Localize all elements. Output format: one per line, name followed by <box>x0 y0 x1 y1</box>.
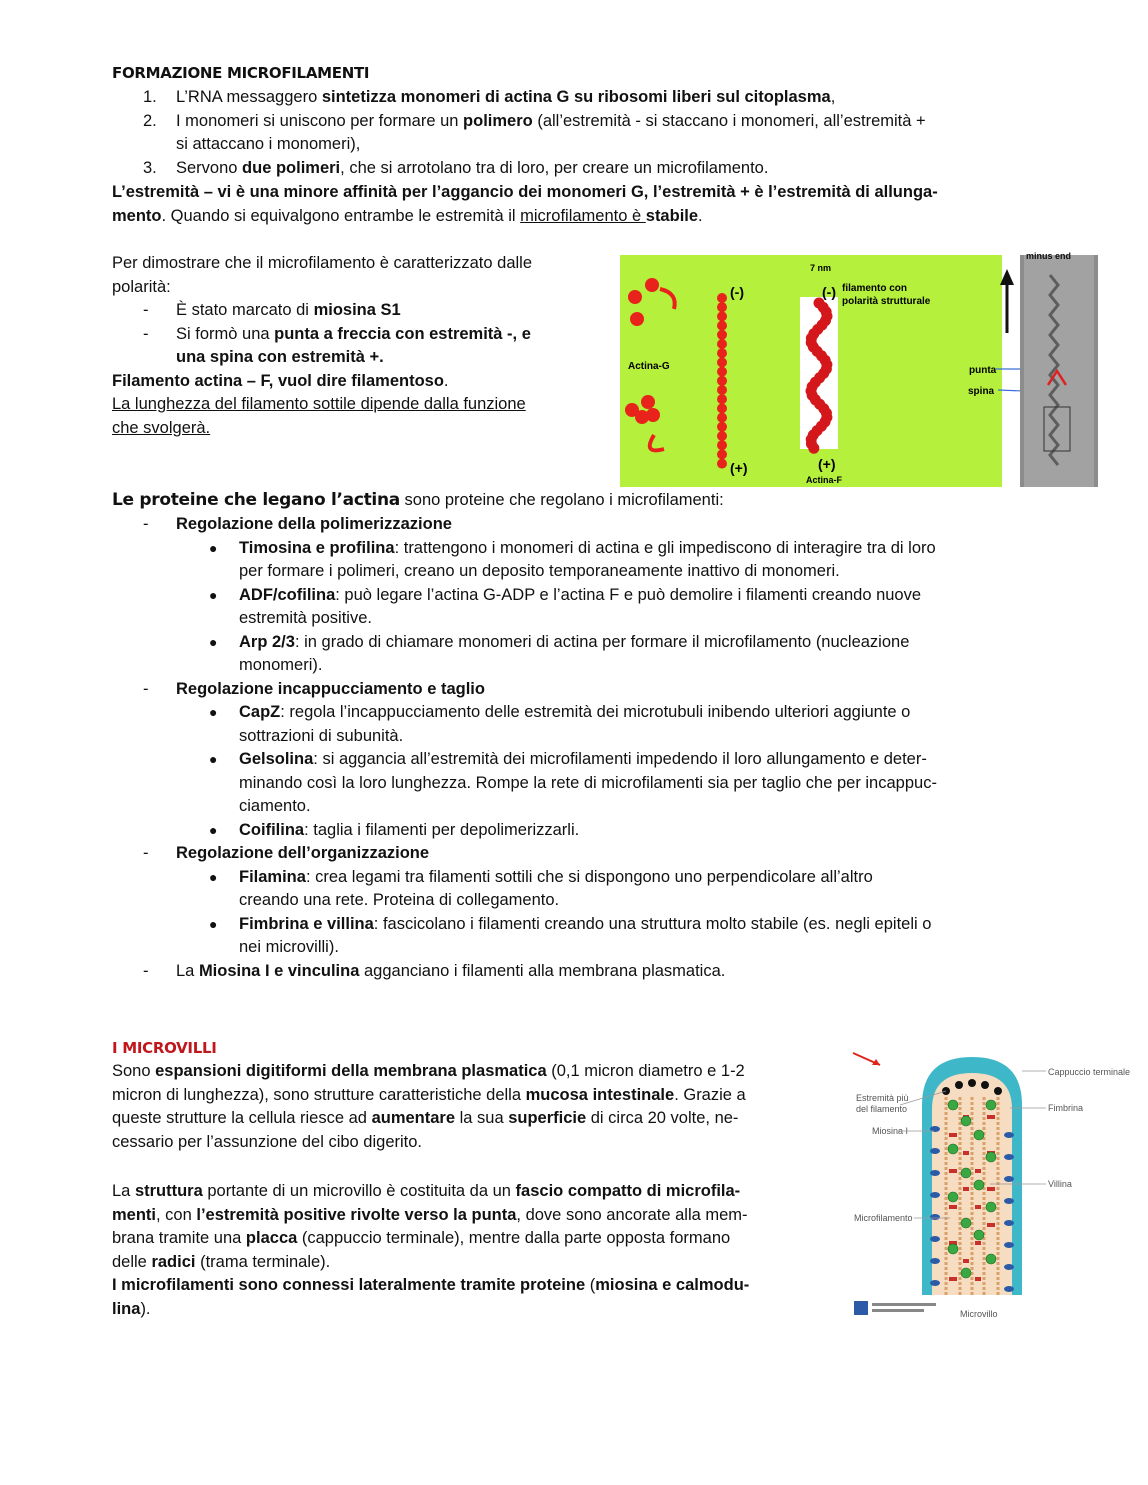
actin-monomer <box>717 293 727 303</box>
villin-link <box>949 1277 957 1281</box>
microvilli-paragraph-2: La struttura portante di un microvillo è costituita da un fascio compatto di microfila- menti, con l’estremità positive rivolte verso la punta, dove sono ancorate alla mem- brana tramite una placca (cappuccio terminale), mentre dalla parte opposta formano delle radici (trama terminale). I microfilamenti sono connessi lateralmente tramite proteine (miosina e calmodu- lina). <box>112 1182 750 1318</box>
myosin-dot <box>930 1258 940 1264</box>
villin-label: Villina <box>1048 1179 1072 1189</box>
nm-label: 7 nm <box>810 263 832 273</box>
villin-link <box>987 1115 995 1119</box>
actin-monomer <box>717 403 727 413</box>
actin-monomer <box>717 385 727 395</box>
list-item: - Si formò una punta a freccia con estremità -, e una spina con estremità +. <box>143 324 531 366</box>
villin-link <box>987 1187 995 1191</box>
villin-link <box>975 1205 981 1209</box>
myosin-dot <box>1004 1264 1014 1270</box>
fimbrin-dot <box>974 1230 984 1240</box>
minus-end-label: minus end <box>1026 251 1072 261</box>
actin-polarity-figure <box>620 251 1098 487</box>
actin-monomer <box>717 459 727 469</box>
actin-monomer <box>717 440 727 450</box>
micrograph-inner <box>1024 255 1094 487</box>
villin-link <box>975 1241 981 1245</box>
actin-monomer <box>717 449 727 459</box>
fimbrin-dot <box>974 1130 984 1140</box>
list-item: ● Gelsolina: si aggancia all’estremità dei microfilamenti impedendo il loro allungamento e deter- minando così la loro lunghezza. Rompe la rete di microfilamenti sia per taglio che per incappuc- ciamento. <box>209 750 937 815</box>
monomer-column <box>717 293 727 469</box>
myosin-dot <box>930 1148 940 1154</box>
myosin-dot <box>1004 1132 1014 1138</box>
list-item: ● Coifilina: taglia i filamenti per depolimerizzarli. <box>209 820 580 839</box>
actina-g-label: Actina-G <box>628 361 670 372</box>
myosin-dot <box>930 1192 940 1198</box>
list-item: - Regolazione della polimerizzazione <box>143 515 452 533</box>
fimbrin-dot <box>986 1100 996 1110</box>
actin-figure-svg <box>620 251 1098 487</box>
myosin-dot <box>1004 1154 1014 1160</box>
villin-link <box>963 1187 969 1191</box>
myosin-dot <box>1004 1176 1014 1182</box>
list-item: - È stato marcato di miosina S1 <box>143 301 401 319</box>
list-item: ● Filamina: crea legami tra filamenti sottili che si dispongono uno perpendicolare all’altro creando una rete. Proteina di collegamento. <box>209 867 873 909</box>
minus-label: (-) <box>730 284 744 300</box>
fimbrin-dot <box>986 1152 996 1162</box>
spina-label: spina <box>968 386 995 397</box>
section-title-formazione: FORMAZIONE MICROFILAMENTI <box>112 64 370 82</box>
myosin-dot <box>930 1236 940 1242</box>
end-label-2: del filamento <box>856 1104 908 1114</box>
list-item: ● Timosina e profilina: trattengono i monomeri di actina e gli impediscono di interagire tra di loro per formare i polimeri, creano un deposito temporaneamente inattivo di monomeri. <box>209 538 936 580</box>
fimbrin-dot <box>986 1254 996 1264</box>
actin-monomer <box>717 321 727 331</box>
list-item: ● CapZ: regola l’incappucciamento delle estremità dei microtubuli inibendo ulteriori aggiunte o sottrazioni di subunità. <box>209 703 911 745</box>
publisher-text-line <box>872 1303 936 1306</box>
actina-f-label: Actina-F <box>806 475 842 485</box>
myosin-dot <box>930 1170 940 1176</box>
list-item: 1. L’RNA messaggero sintetizza monomeri di actina G su ribosomi liberi sul citoplasma, <box>143 88 836 106</box>
binding-proteins-list <box>143 513 1046 983</box>
microvillus-label: Microvillo <box>960 1309 998 1319</box>
plus-label: (+) <box>730 460 748 476</box>
filament-title-1: filamento con <box>842 283 908 294</box>
fimbrin-dot <box>974 1180 984 1190</box>
actin-monomer <box>717 367 727 377</box>
list-item: 3. Servono due polimeri, che si arrotolano tra di loro, per creare un microfilamento. <box>143 158 769 177</box>
actin-monomer <box>717 330 727 340</box>
affinity-paragraph: L’estremità – vi è una minore affinità per l’aggancio dei monomeri G, l’estremità + è l’estremità di allunga- mento. Quando si equivalgono entrambe le estremità il microfilamento è stabile. <box>112 183 938 225</box>
list-item: - Regolazione incappucciamento e taglio <box>143 679 485 698</box>
villin-link <box>949 1205 957 1209</box>
actin-monomer <box>717 348 727 358</box>
fimbrin-dot <box>961 1218 971 1228</box>
end-label-1: Estremità più <box>856 1093 909 1103</box>
minus-label-2: (-) <box>822 284 836 300</box>
villin-link <box>963 1151 969 1155</box>
punta-label: punta <box>969 365 997 376</box>
fimbrin-dot <box>961 1116 971 1126</box>
list-item: ● Arp 2/3: in grado di chiamare monomeri di actina per formare il microfilamento (nucleazione monomeri). <box>209 632 910 674</box>
actin-monomer <box>717 394 727 404</box>
list-item: ● Fimbrina e villina: fascicolano i filamenti creando una struttura molto stabile (es. negli epiteli o nei microvilli). <box>209 914 932 956</box>
microvillus-svg <box>850 1045 1131 1325</box>
fimbrin-dot <box>948 1144 958 1154</box>
villin-link <box>949 1133 957 1137</box>
myosin-dot <box>1004 1286 1014 1292</box>
list-item: 2. I monomeri si uniscono per formare un polimero (all’estremità - si staccano i monomeri, all’estremità + si attaccano i monomeri), <box>143 111 926 153</box>
list-item: ● ADF/cofilina: può legare l’actina G-ADP e l’actina F e può demolire i filamenti creando nuove estremità positive. <box>209 585 922 627</box>
step-list <box>143 86 1046 180</box>
villin-link <box>975 1277 981 1281</box>
myosin-dot <box>930 1280 940 1286</box>
arrow-up-icon <box>1000 269 1014 285</box>
filament-title-2: polarità strutturale <box>842 296 931 307</box>
fimbrin-dot <box>961 1268 971 1278</box>
villin-link <box>949 1169 957 1173</box>
list-item: - Regolazione dell’organizzazione <box>143 844 430 862</box>
actin-monomer <box>717 376 727 386</box>
fimbrin-label: Fimbrina <box>1048 1103 1084 1113</box>
plus-label-2: (+) <box>818 456 836 472</box>
microvillus-figure <box>850 1045 1131 1325</box>
myosin-label: Miosina I <box>872 1126 909 1136</box>
section-title-microvilli: I MICROVILLI <box>112 1039 217 1057</box>
microfilament-label: Microfilamento <box>854 1213 913 1223</box>
fimbrin-dot <box>948 1192 958 1202</box>
actin-monomer <box>717 413 727 423</box>
fimbrin-dot <box>986 1202 996 1212</box>
fimbrin-dot <box>948 1244 958 1254</box>
villin-link <box>963 1259 969 1263</box>
myosin-dot <box>930 1214 940 1220</box>
polarity-paragraph: Per dimostrare che il microfilamento è caratterizzato dalle polarità: - È stato marcato di miosina S1 - Si formò una punta a freccia con estremità -, e una spina con estremità +. Filamento actina – F, vuol dire filamentoso. La lunghezza del filamento sottile dipende dalla funzione che svolgerà. <box>112 252 602 440</box>
actin-monomer <box>717 311 727 321</box>
cap-label: Cappuccio terminale <box>1048 1067 1131 1077</box>
actin-monomer <box>717 431 727 441</box>
villin-link <box>975 1169 981 1173</box>
villin-link <box>987 1223 995 1227</box>
fimbrin-dot <box>948 1100 958 1110</box>
binding-proteins-heading: Le proteine che legano l’actina sono proteine che regolano i microfilamenti: <box>112 490 724 510</box>
publisher-text-line <box>872 1309 924 1312</box>
myosin-dot <box>1004 1242 1014 1248</box>
actin-monomer <box>717 357 727 367</box>
fimbrin-dot <box>961 1168 971 1178</box>
actin-monomer <box>717 422 727 432</box>
microvilli-paragraph-1: Sono espansioni digitiformi della membrana plasmatica (0,1 micron diametro e 1-2 micron di lunghezza), sono strutture caratteristiche della mucosa intestinale. Grazie a queste strutture la cellula riesce ad aumentare la sua superficie di circa 20 volte, ne- cessario per l’assunzione del cibo digerito. <box>112 1062 746 1151</box>
myosin-dot <box>1004 1220 1014 1226</box>
myosin-dot <box>1004 1198 1014 1204</box>
actin-subunit <box>808 443 819 454</box>
actin-monomer <box>717 302 727 312</box>
publisher-logo <box>854 1301 868 1315</box>
actin-monomer <box>717 339 727 349</box>
list-item: - La Miosina I e vinculina agganciano i filamenti alla membrana plasmatica. <box>143 961 726 980</box>
